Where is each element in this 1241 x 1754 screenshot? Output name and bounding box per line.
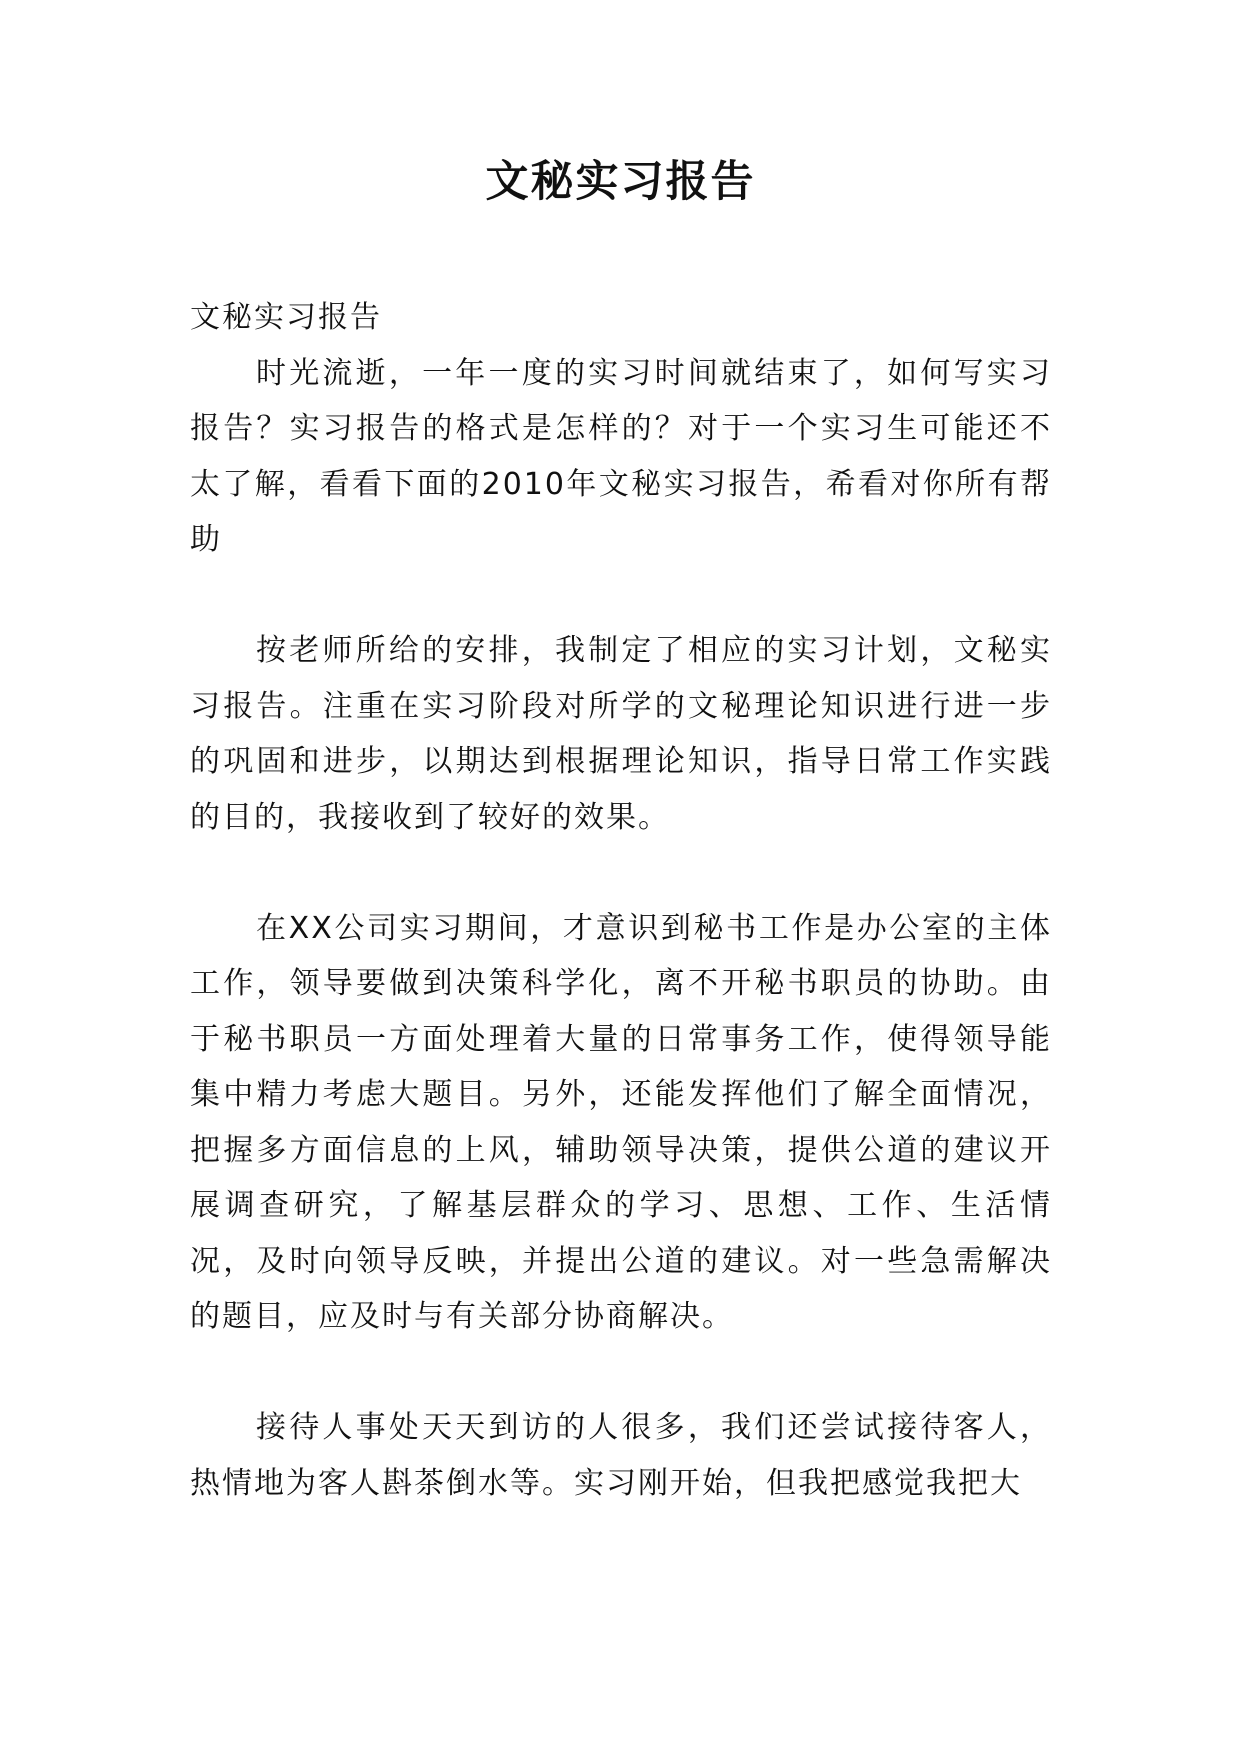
document-body (190, 290, 1052, 1511)
paragraph-3: 在XX公司实习期间，才意识到秘书工作是办公室的主体工作，领导要做到决策科学化，离不开秘书职员的协助。由于秘书职员一方面处理着大量的日常事务工作，使得领导能集中精力考虑大题目。另外，还能发挥他们了解全面情况，把握多方面信息的上风，辅助领导决策，提供公道的建议开展调查研究，了解基层群众的学习、思想、工作、生活情况，及时向领导反映，并提出公道的建议。对一些急需解决的题目，应及时与有关部分协商解决。 (190, 910, 1052, 1334)
paragraph-gap (190, 1345, 1052, 1401)
document-subtitle: 文秘实习报告 (190, 300, 382, 335)
paragraph-gap (190, 845, 1052, 901)
paragraph-gap (190, 568, 1052, 624)
paragraph-4: 接待人事处天天到访的人很多，我们还尝试接待客人，热情地为客人斟茶倒水等。实习刚开始，但我把感觉我把大 (190, 1410, 1052, 1501)
paragraph-2: 按老师所给的安排，我制定了相应的实习计划，文秘实习报告。注重在实习阶段对所学的文秘理论知识进行进一步的巩固和进步，以期达到根据理论知识，指导日常工作实践的目的，我接收到了较好的效果。 (190, 633, 1052, 835)
paragraph-1: 时光流逝，一年一度的实习时间就结束了，如何写实习报告？实习报告的格式是怎样的？对于一个实习生可能还不太了解，看看下面的2010年文秘实习报告，希看对你所有帮助 (190, 355, 1052, 557)
document-title: 文秘实习报告 (485, 157, 756, 207)
